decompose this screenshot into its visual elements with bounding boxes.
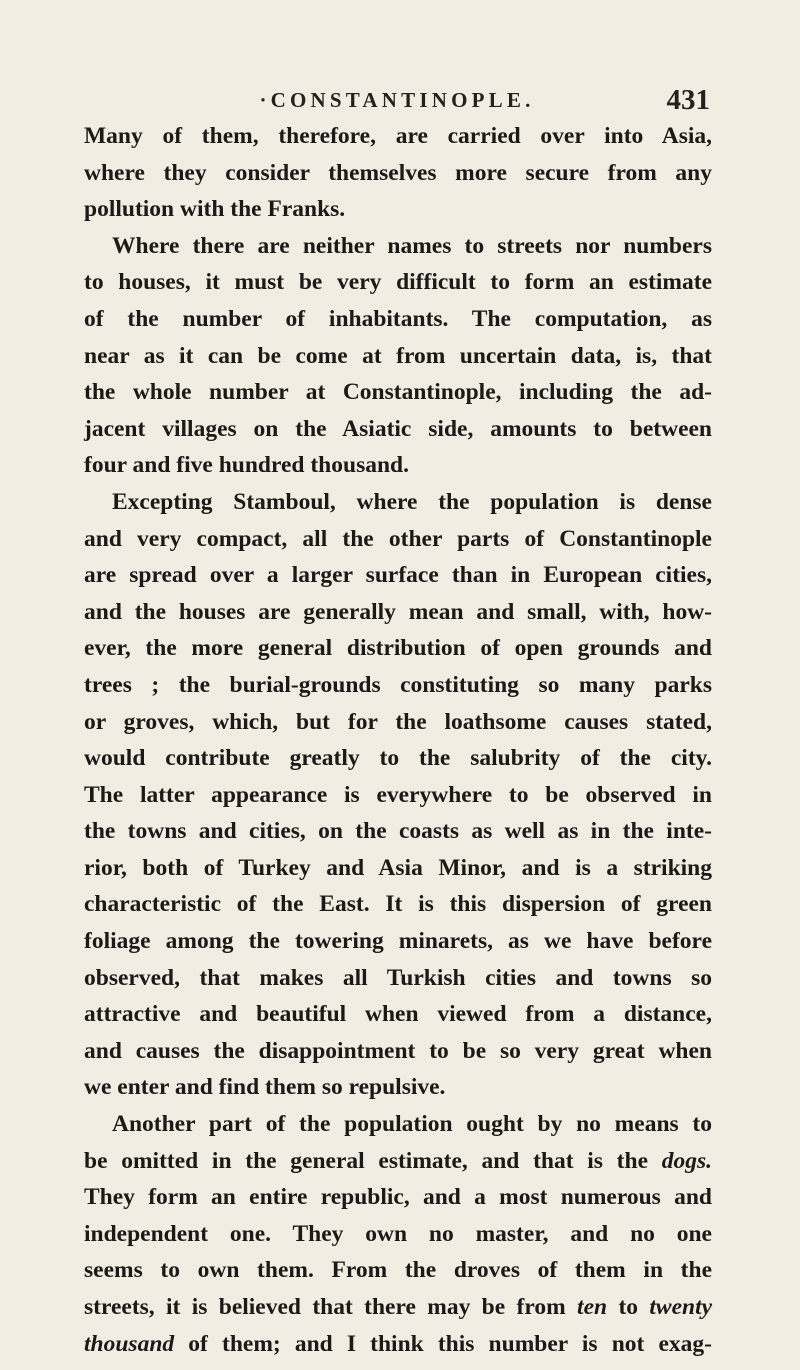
text-run: be omitted in the general estimate, and that is the xyxy=(84,1147,648,1174)
text-line: four and five hundred thousand. xyxy=(84,452,409,479)
page-number: 431 xyxy=(666,84,710,116)
text-line: seems to own them. From the droves of them in the xyxy=(84,1257,712,1284)
text-line: of the number of inhabitants. The computation, as xyxy=(84,305,712,332)
text-line: and the houses are generally mean and small, with, how- xyxy=(84,598,712,625)
running-title: ·CONSTANTINOPLE. xyxy=(259,88,535,112)
body-text xyxy=(84,118,712,1362)
text-run: of them; and I think this number is not exag- xyxy=(188,1330,712,1357)
text-line: the towns and cities, on the coasts as well as in the inte- xyxy=(84,818,712,845)
text-run: streets, it is believed that there may be from xyxy=(84,1294,566,1320)
text-line: jacent villages on the Asiatic side, amounts to between xyxy=(84,415,712,442)
text-line: to houses, it must be very difficult to form an estimate xyxy=(84,269,712,296)
text-line: ever, the more general distribution of open grounds and xyxy=(84,635,712,662)
italic-word: dogs. xyxy=(661,1147,712,1174)
text-line: rior, both of Turkey and Asia Minor, and is a striking xyxy=(84,854,712,881)
text-line: are spread over a larger surface than in European cities, xyxy=(84,562,712,589)
text-line: and very compact, all the other parts of Constantinople xyxy=(84,525,712,552)
text-line: trees ; the burial-grounds constituting so many parks xyxy=(84,671,712,698)
text-line: near as it can be come at from uncertain data, is, that xyxy=(84,342,712,369)
text-line: and causes the disappointment to be so very great when xyxy=(84,1037,712,1064)
text-line: characteristic of the East. It is this dispersion of green xyxy=(84,891,712,918)
paragraph-start-line: Excepting Stamboul, where the population is dense xyxy=(112,488,712,515)
italic-word: ten xyxy=(577,1294,608,1320)
text-line: we enter and find them so repulsive. xyxy=(84,1074,446,1101)
text-line: observed, that makes all Turkish cities and towns so xyxy=(84,964,712,991)
italic-word: twenty xyxy=(649,1294,713,1320)
text-line: pollution with the Franks. xyxy=(84,196,346,223)
text-run: to xyxy=(618,1294,639,1320)
text-line xyxy=(84,1326,712,1363)
paragraph-start-line: Where there are neither names to streets nor numbers xyxy=(112,232,712,259)
running-head xyxy=(84,84,710,120)
text-line: or groves, which, but for the loathsome causes stated, xyxy=(84,708,712,735)
text-line: The latter appearance is everywhere to be observed in xyxy=(84,781,712,808)
text-line xyxy=(84,1143,712,1180)
text-line: attractive and beautiful when viewed from a distance, xyxy=(84,1001,712,1028)
text-line: the whole number at Constantinople, including the ad- xyxy=(84,379,712,406)
text-line: where they consider themselves more secure from any xyxy=(84,159,712,186)
italic-word: thousand xyxy=(84,1330,175,1357)
text-line xyxy=(84,1289,712,1326)
text-line: independent one. They own no master, and no one xyxy=(84,1220,712,1247)
text-line: foliage among the towering minarets, as we have before xyxy=(84,928,712,955)
text-line: Many of them, therefore, are carried over into Asia, xyxy=(84,123,712,149)
text-line: They form an entire republic, and a most numerous and xyxy=(84,1184,712,1211)
paragraph-start-line: Another part of the population ought by no means to xyxy=(112,1111,712,1138)
text-line: would contribute greatly to the salubrity of the city. xyxy=(84,745,712,772)
